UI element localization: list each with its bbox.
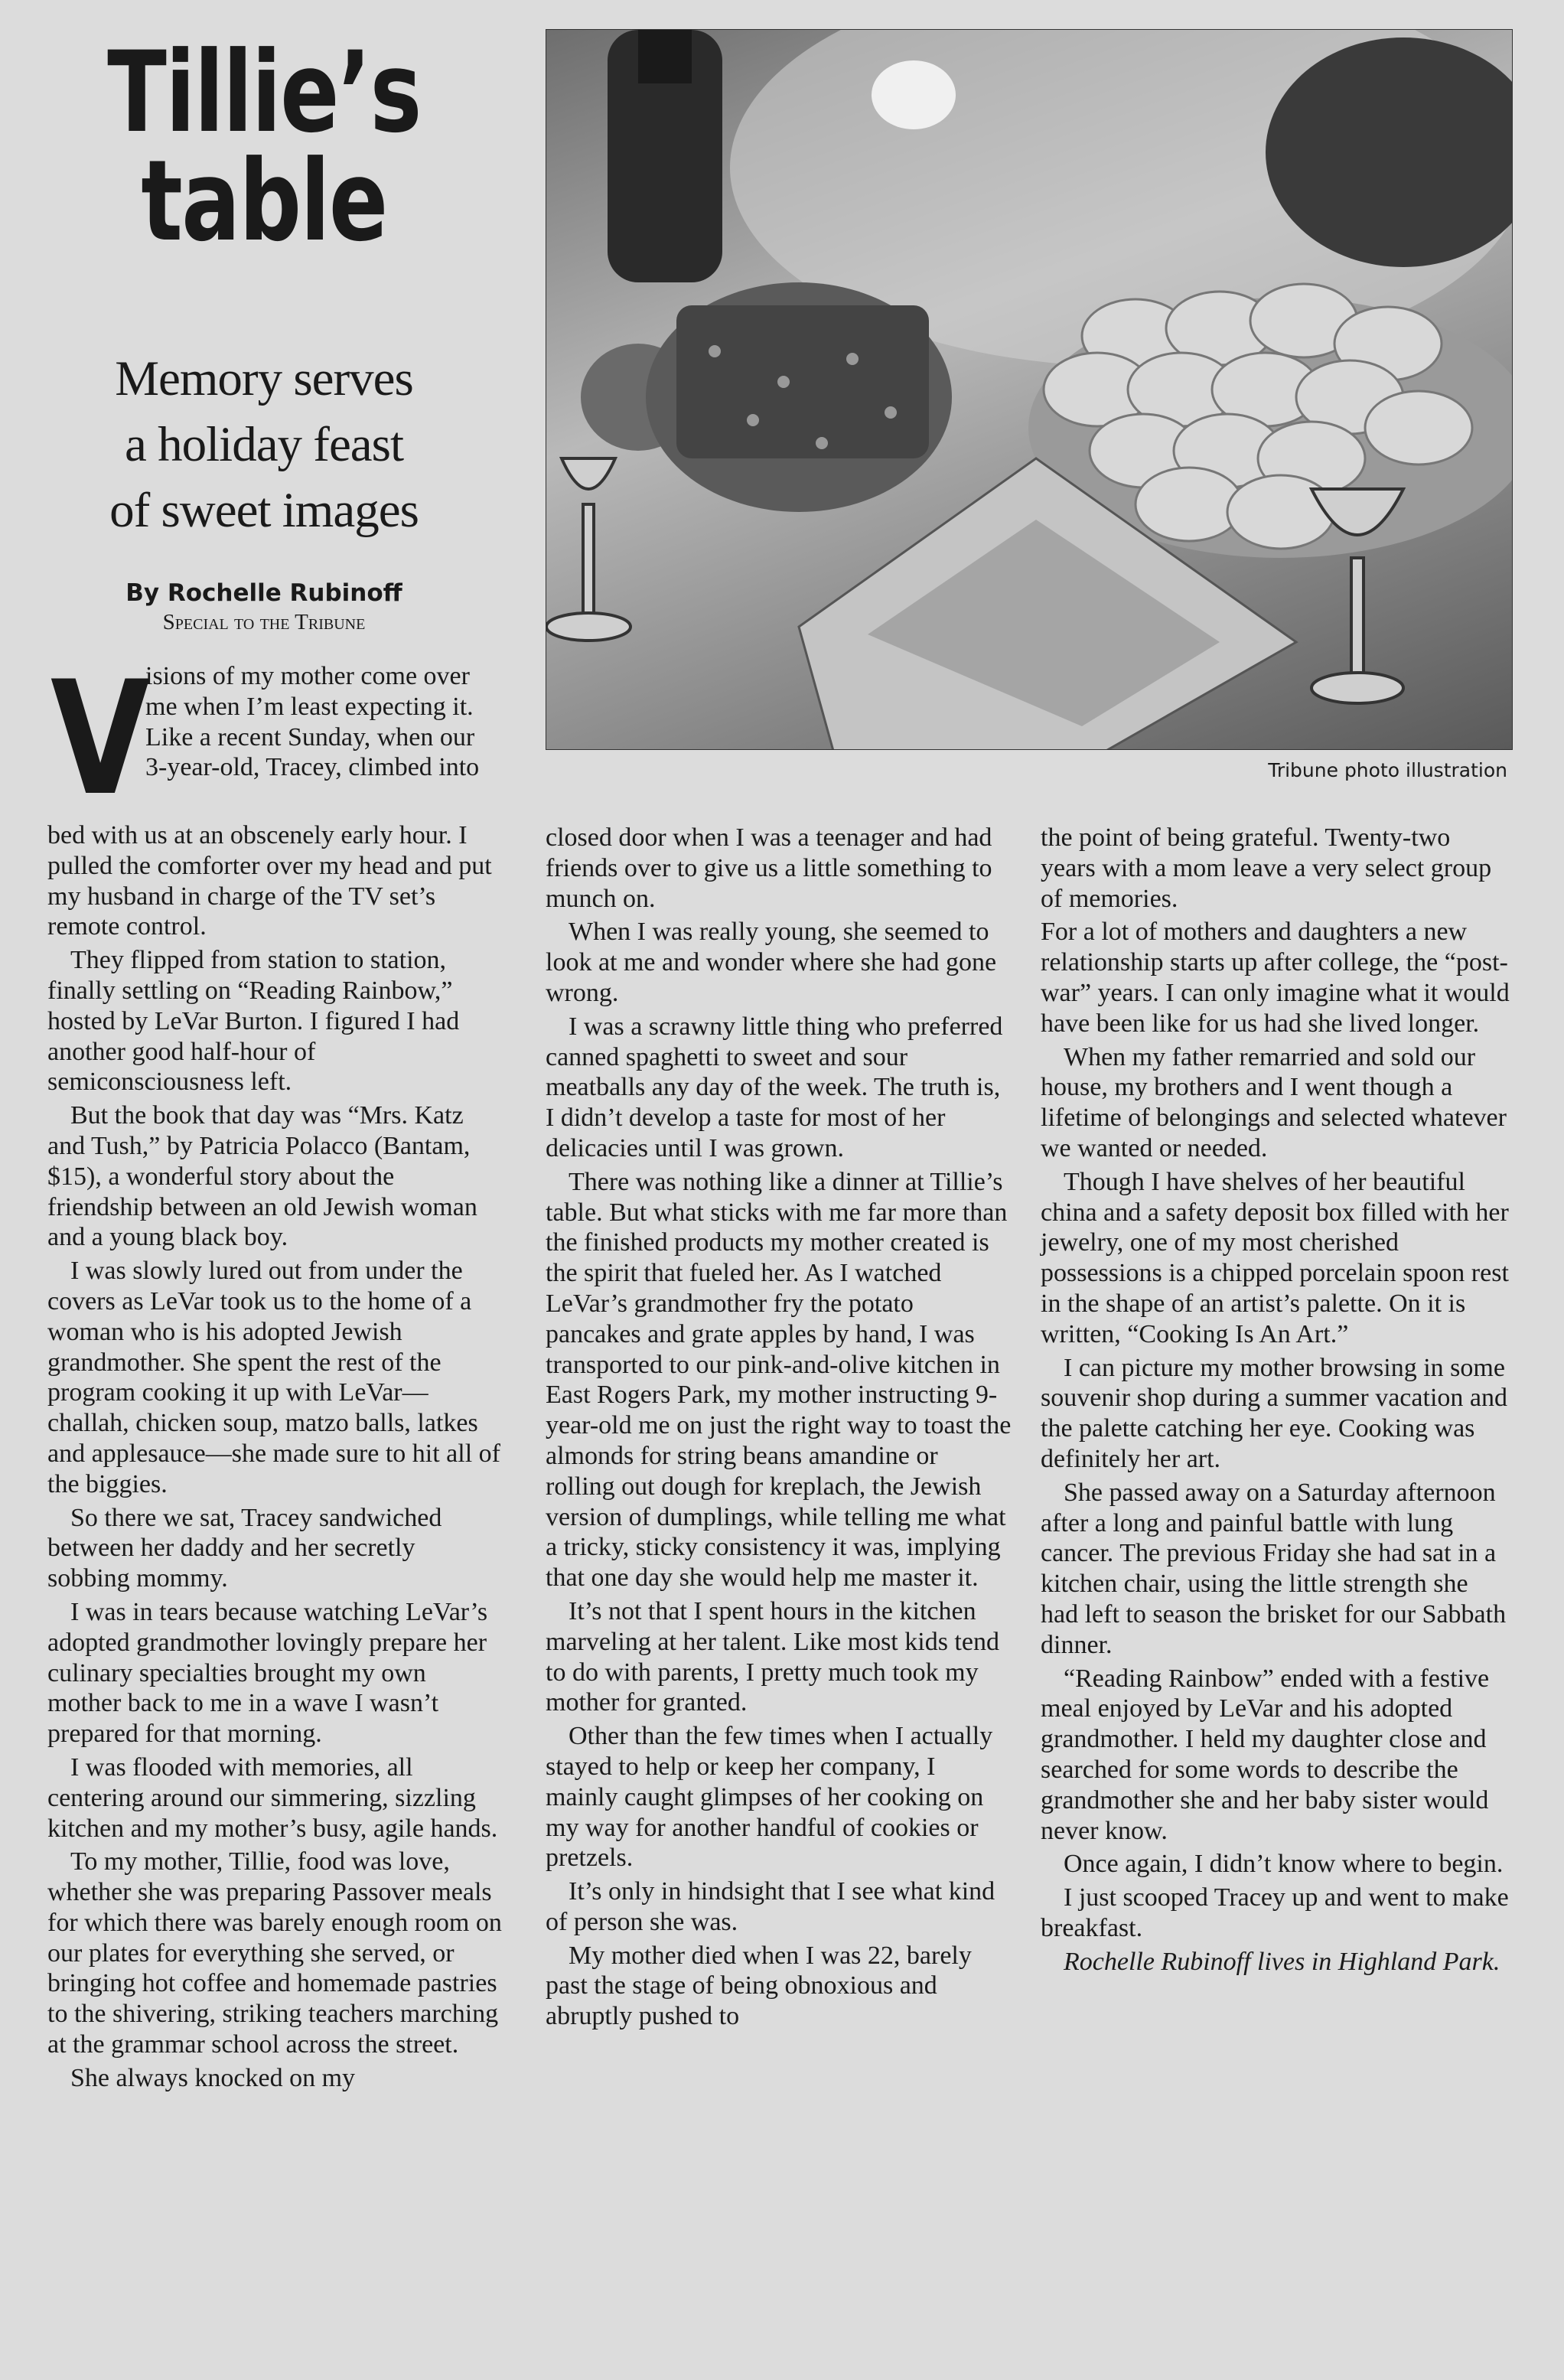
subheadline-line-1: Memory serves (115, 351, 413, 406)
paragraph: closed door when I was a teenager and had friends over to give us a little something to munch on. (546, 823, 992, 913)
subheadline-line-3: of sweet images (109, 483, 419, 538)
lead-paragraph: isions of my mother come over me when I’m least expecting it. Like a recent Sunday, when our 3-year-old, Tracey, climbed into (145, 662, 480, 782)
paragraph: Though I have shelves of her beautiful china and a safety deposit box filled with her jewelry, one of my most cherished possessions is a chipped porcelain spoon rest in the shape of an artist’s palette. On it is written, “Cooking Is An Art.” (1041, 1167, 1509, 1348)
paragraph: Once again, I didn’t know where to begin. (1064, 1850, 1504, 1879)
paragraph: So there we sat, Tracey sandwiched between her daddy and her secretly sobbing mommy. (47, 1503, 442, 1593)
author-affiliation: Special to the Tribune (162, 610, 366, 634)
paragraph: They flipped from station to station, finally settling on “Reading Rainbow,” hosted by LeVar Burton. I figured I had another good half-hour of semiconsciousness left. (47, 946, 460, 1097)
paragraph: For a lot of mothers and daughters a new relationship starts up after college, the “post-war” years. I can only imagine what it would have been like for us had she lived longer. (1041, 918, 1510, 1038)
paragraph: bed with us at an obscenely early hour. I pulled the comforter over my head and put my husband in charge of the TV set’s remote control. (47, 821, 492, 941)
subheadline-line-2: a holiday feast (124, 417, 404, 472)
paragraph: She always knocked on my (70, 2063, 356, 2092)
paragraph: When my father remarried and sold our house, my brothers and I went though a lifetime of belongings and selected whatever we wanted or needed. (1041, 1042, 1507, 1162)
paragraph: the point of being grateful. Twenty-two years with a mom leave a very select group of memories. (1041, 823, 1492, 913)
paragraph: My mother died when I was 22, barely past the stage of being obnoxious and abruptly pushed to (546, 1941, 972, 2031)
headline (94, 28, 435, 266)
photo-passover-table (546, 29, 1513, 750)
paragraph: There was nothing like a dinner at Tillie’s table. But what sticks with me far more than the finished products my mother created is the spirit that fueled her. As I watched LeVar’s grandmother fry the potato pancakes and grate apples by hand, I was transported to our pink-and-olive kitchen in East Rogers Park, my mother instructing 9-year-old me on just the right way to toast the almonds for string beans amandine or rolling out dough for kreplach, the Jewish version of dumplings, while telling me what a tricky, sticky consistency it was, implying that one day she would help me master it. (546, 1167, 1012, 1593)
article-column-1 (47, 820, 503, 2097)
photo-caption: Tribune photo illustration (1268, 759, 1507, 781)
paragraph: When I was really young, she seemed to look at me and wonder where she had gone wrong. (546, 918, 997, 1007)
subheadline (46, 346, 482, 543)
drop-cap: V (51, 648, 151, 830)
paragraph: It’s only in hindsight that I see what kind of person she was. (546, 1877, 995, 1936)
paragraph: I can picture my mother browsing in some souvenir shop during a summer vacation and the palette catching her eye. Cooking was definitely her art. (1041, 1353, 1507, 1473)
paragraph: She passed away on a Saturday afternoon after a long and painful battle with lung cancer. The previous Friday she had sat in a kitchen chair, using the little strength she had left to season the brisket for our Sabbath dinner. (1041, 1478, 1507, 1659)
paragraph: I was flooded with memories, all centering around our simmering, sizzling kitchen and my mother’s busy, agile hands. (47, 1752, 498, 1843)
headline-line-1: Tillie’s (107, 28, 421, 158)
paragraph: I was a scrawny little thing who preferred canned spaghetti to sweet and sour meatballs any day of the week. The truth is, I didn’t develop a taste for most of her delicacies until I was grown. (546, 1012, 1003, 1162)
paragraph: To my mother, Tillie, food was love, whether she was preparing Passover meals for which there was barely enough room on our plates for everything she served, or bringing hot coffee and homemade pastries to the shivering, striking teachers marching at the grammar school across the street. (47, 1847, 502, 2059)
paragraph: I just scooped Tracey up and went to make breakfast. (1041, 1883, 1509, 1942)
paragraph: It’s not that I spent hours in the kitchen marveling at her talent. Like most kids tend to do with parents, I pretty much took my mother for granted. (546, 1596, 999, 1717)
paragraph: I was slowly lured out from under the covers as LeVar took us to the home of a woman who is his adopted Jewish grandmother. She spent the rest of the program cooking it up with LeVar—challah, chicken soup, matzo balls, latkes and applesauce—she made sure to hit all of the biggies. (47, 1257, 500, 1498)
author-credit: Rochelle Rubinoff lives in Highland Park. (1064, 1947, 1500, 1976)
paragraph: I was in tears because watching LeVar’s adopted grandmother lovingly prepare her culinary specialties brought my own mother back to me in a wave I wasn’t prepared for that morning. (47, 1597, 488, 1749)
author-name: By Rochelle Rubinoff (125, 579, 402, 607)
paragraph: Other than the few times when I actually stayed to help or keep her company, I mainly caught glimpses of her cooking on my way for another handful of cookies or pretzels. (546, 1722, 993, 1873)
byline (46, 578, 482, 636)
article-column-2 (546, 823, 1012, 2035)
article-column-3 (1041, 823, 1511, 1980)
paragraph: But the book that day was “Mrs. Katz and Tush,” by Patricia Polacco (Bantam, $15), a wonderful story about the friendship between an old Jewish woman and a young black boy. (47, 1101, 477, 1252)
headline-line-2: table (141, 136, 387, 266)
article-lead (47, 648, 503, 830)
paragraph: “Reading Rainbow” ended with a festive meal enjoyed by LeVar and his adopted grandmother. I held my daughter close and searched for some words to describe the grandmother she and her baby sister would never know. (1041, 1664, 1490, 1845)
